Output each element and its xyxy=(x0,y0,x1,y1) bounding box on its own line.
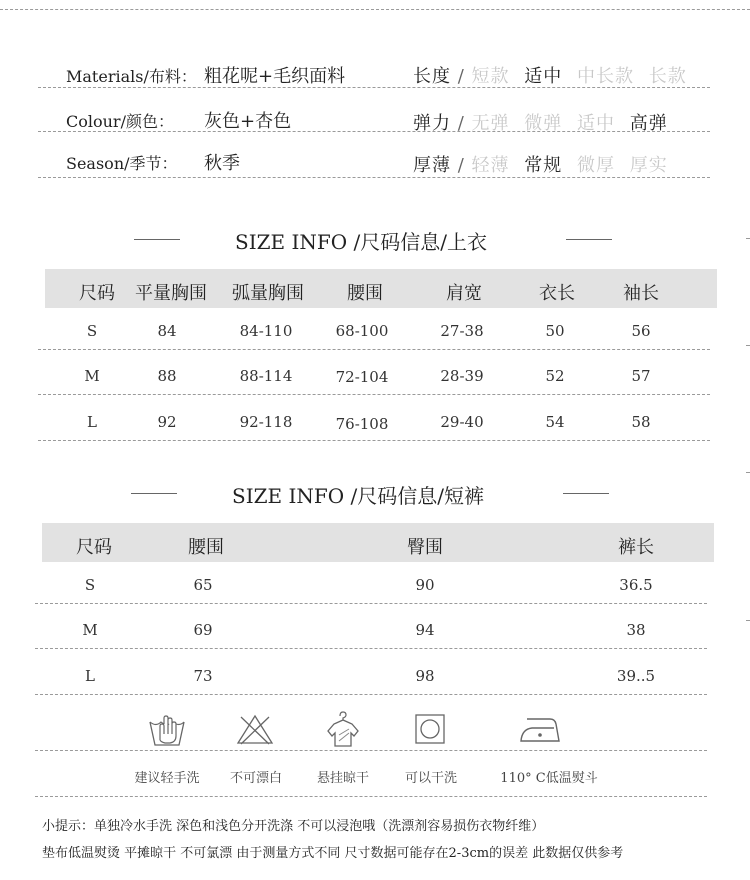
table-cell: 38 xyxy=(626,621,646,639)
title-rule-left xyxy=(131,493,177,494)
edge-tick xyxy=(746,472,750,473)
table-cell: 57 xyxy=(631,367,651,385)
table-cell: 88 xyxy=(157,367,177,385)
row-divider xyxy=(38,394,710,395)
care-divider xyxy=(35,796,707,797)
iron-icon xyxy=(518,713,562,745)
edge-tick xyxy=(746,238,750,239)
table-cell: 29-40 xyxy=(440,413,484,431)
elasticity-label: 弹力 xyxy=(413,113,451,134)
thickness-option: 微厚 xyxy=(577,155,616,176)
table-cell: L xyxy=(85,667,95,685)
table-cell: 92 xyxy=(157,413,177,431)
col-header: 肩宽 xyxy=(446,283,482,304)
table-cell: 65 xyxy=(193,576,213,594)
table-cell: 90 xyxy=(415,576,435,594)
tip-line: 小提示：单独冷水手洗 深色和浅色分开洗涤 不可以浸泡哦（洗漂剂容易损伤衣物纤维） xyxy=(42,819,545,834)
table-cell: 69 xyxy=(193,621,213,639)
table-cell: 76-108 xyxy=(335,415,389,433)
thickness-option-selected: 常规 xyxy=(524,155,563,176)
elasticity-option: 无弹 xyxy=(471,113,510,134)
length-option: 短款 xyxy=(471,66,510,87)
length-option-selected: 适中 xyxy=(524,66,563,87)
table-cell: 84-110 xyxy=(239,322,293,340)
tip-line: 垫布低温熨烫 平摊晾干 不可氯漂 由于测量方式不同 尺寸数据可能存在2-3cm的误差 此数据仅供参考 xyxy=(42,846,624,861)
col-header: 弧量胸围 xyxy=(232,283,304,304)
col-header: 臀围 xyxy=(407,537,443,558)
length-option: 长款 xyxy=(648,66,687,87)
top-divider xyxy=(0,9,750,10)
hang-dry-icon xyxy=(325,711,361,749)
care-label: 建议轻手洗 xyxy=(134,771,200,786)
length-option: 中长款 xyxy=(577,66,635,87)
dry-clean-icon xyxy=(414,713,446,745)
title-rule-right xyxy=(566,239,612,240)
colour-value: 灰色+杏色 xyxy=(204,111,292,132)
materials-value: 粗花呢+毛织面料 xyxy=(204,66,346,87)
thickness-option: 厚实 xyxy=(629,155,668,176)
materials-label: Materials/布料： xyxy=(66,67,197,86)
season-label: Season/季节： xyxy=(66,154,178,173)
col-header: 裤长 xyxy=(618,537,654,558)
title-rule-right xyxy=(563,493,609,494)
length-label: 长度 xyxy=(413,66,451,87)
top-size-title: SIZE INFO /尺码信息/上衣 xyxy=(235,230,487,254)
table-cell: 72-104 xyxy=(335,368,389,386)
table-cell: 54 xyxy=(545,413,565,431)
table-cell: 28-39 xyxy=(440,367,484,385)
table-cell: 88-114 xyxy=(239,367,293,385)
care-label: 110° C低温熨斗 xyxy=(500,771,598,786)
length-scale xyxy=(413,62,687,88)
thickness-option: 轻薄 xyxy=(471,155,510,176)
table-cell: S xyxy=(86,322,98,340)
table-cell: 27-38 xyxy=(440,322,484,340)
table-cell: 56 xyxy=(631,322,651,340)
thickness-label: 厚薄 xyxy=(413,155,451,176)
col-header: 衣长 xyxy=(539,283,575,304)
thickness-sep: / xyxy=(457,155,465,176)
elasticity-scale xyxy=(413,109,668,135)
col-header: 平量胸围 xyxy=(135,283,207,304)
season-value: 秋季 xyxy=(204,153,240,174)
elasticity-sep: / xyxy=(457,113,465,134)
title-rule-left xyxy=(134,239,180,240)
table-cell: M xyxy=(82,621,98,639)
table-cell: 68-100 xyxy=(335,322,389,340)
table-cell: 39..5 xyxy=(616,667,656,685)
no-bleach-icon xyxy=(236,713,274,745)
table-cell: 50 xyxy=(545,322,565,340)
care-label: 悬挂晾干 xyxy=(316,771,370,786)
colour-label: Colour/颜色： xyxy=(66,112,174,131)
length-sep: / xyxy=(457,66,465,87)
shorts-table-header xyxy=(42,523,714,562)
row-divider xyxy=(38,440,710,441)
top-table-header xyxy=(45,269,717,308)
care-label: 可以干洗 xyxy=(404,771,458,786)
shorts-size-title: SIZE INFO /尺码信息/短裤 xyxy=(232,484,484,508)
elasticity-option: 微弹 xyxy=(524,113,563,134)
table-cell: S xyxy=(84,576,96,594)
care-divider xyxy=(35,750,707,751)
table-cell: 92-118 xyxy=(239,413,293,431)
col-header: 腰围 xyxy=(188,537,224,558)
elasticity-option: 适中 xyxy=(577,113,616,134)
thickness-scale xyxy=(413,151,668,177)
col-header: 腰围 xyxy=(347,283,383,304)
row-divider xyxy=(35,648,707,649)
col-header: 尺码 xyxy=(79,283,115,304)
care-label: 不可漂白 xyxy=(229,771,283,786)
table-cell: 98 xyxy=(415,667,435,685)
attr-divider xyxy=(38,177,710,178)
col-header: 尺码 xyxy=(76,537,112,558)
table-cell: 94 xyxy=(415,621,435,639)
edge-tick xyxy=(746,620,750,621)
row-divider xyxy=(35,694,707,695)
table-cell: L xyxy=(87,413,97,431)
table-cell: M xyxy=(84,367,100,385)
table-cell: 84 xyxy=(157,322,177,340)
table-cell: 58 xyxy=(631,413,651,431)
row-divider xyxy=(35,603,707,604)
table-cell: 73 xyxy=(193,667,213,685)
edge-tick xyxy=(746,345,750,346)
elasticity-option-selected: 高弹 xyxy=(629,113,668,134)
table-cell: 36.5 xyxy=(619,576,653,594)
hand-wash-icon xyxy=(147,712,187,748)
col-header: 袖长 xyxy=(623,283,659,304)
row-divider xyxy=(38,349,710,350)
table-cell: 52 xyxy=(545,367,565,385)
